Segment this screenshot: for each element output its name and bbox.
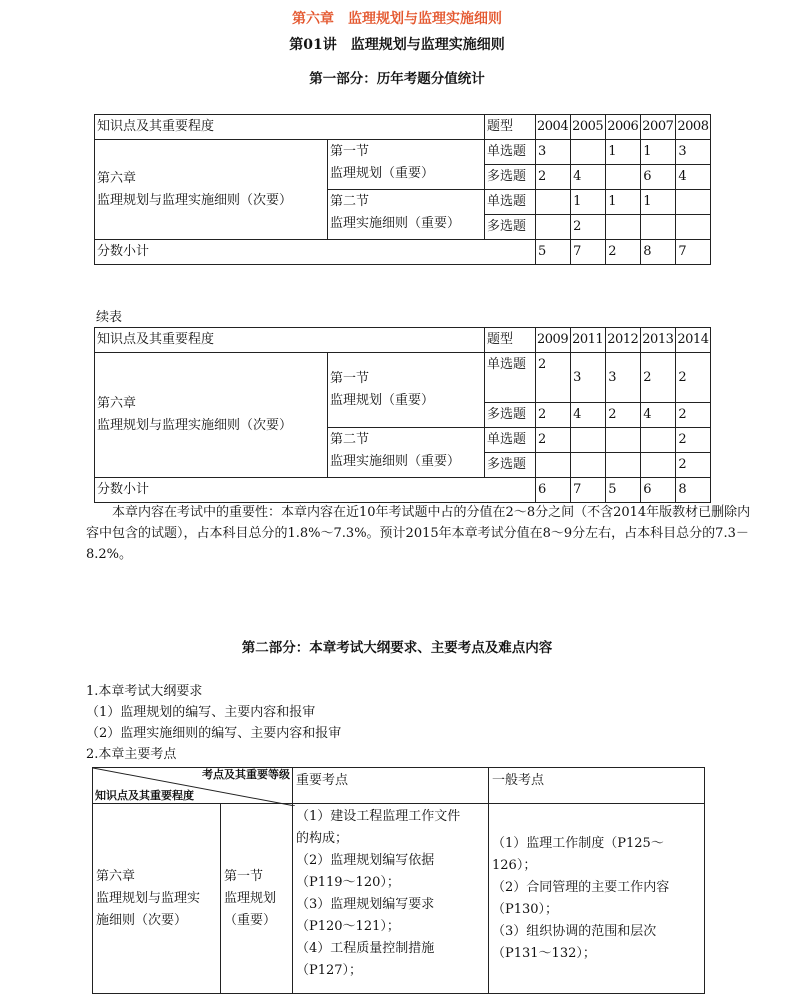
chapter-cell bbox=[95, 353, 328, 478]
value-cell bbox=[606, 165, 641, 190]
head-important: 重要考点 bbox=[293, 768, 489, 804]
score-table-2 bbox=[94, 327, 711, 503]
head-type: 题型 bbox=[485, 328, 536, 353]
section-line: 第一节 bbox=[330, 371, 370, 386]
point-line: （3）组织协调的范围和层次 bbox=[492, 923, 657, 939]
subtotal-cell: 7 bbox=[571, 240, 606, 265]
point-line: （P120～121）； bbox=[296, 919, 400, 934]
value-cell: 4 bbox=[641, 403, 676, 428]
section1-cell bbox=[328, 353, 485, 428]
type-multi: 多选题 bbox=[485, 403, 536, 428]
value-cell bbox=[571, 140, 606, 165]
value-cell: 1 bbox=[571, 190, 606, 215]
diag-top-label: 考点及其重要等级 bbox=[202, 768, 290, 781]
point-line: 126）； bbox=[492, 857, 537, 873]
section-cell bbox=[221, 804, 293, 994]
value-cell: 2 bbox=[676, 428, 711, 453]
outline-item-2: （2）监理实施细则的编写、主要内容和报审 bbox=[86, 726, 342, 741]
value-cell: 1 bbox=[641, 190, 676, 215]
general-points-cell bbox=[489, 804, 705, 994]
chapter-line: 施细则（次要） bbox=[96, 912, 188, 928]
value-cell bbox=[536, 453, 571, 478]
point-line: （1）建设工程监理工作文件 bbox=[296, 809, 461, 824]
outline-item-1: （1）监理规划的编写、主要内容和报审 bbox=[86, 705, 316, 720]
value-cell: 1 bbox=[606, 140, 641, 165]
point-line: （P130）； bbox=[492, 901, 559, 917]
value-cell: 2 bbox=[676, 453, 711, 478]
value-cell bbox=[641, 453, 676, 478]
value-cell bbox=[641, 428, 676, 453]
year-cell: 2011 bbox=[571, 328, 606, 353]
value-cell: 3 bbox=[536, 140, 571, 165]
type-single: 单选题 bbox=[485, 428, 536, 453]
chapter-line: 监理规划与监理实施细则（次要） bbox=[97, 192, 293, 208]
value-cell: 2 bbox=[676, 403, 711, 428]
year-cell: 2005 bbox=[571, 115, 606, 140]
section-line: 第一节 bbox=[224, 868, 264, 884]
chapter-line: 第六章 bbox=[97, 170, 137, 186]
part2-title: 第二部分：本章考试大纲要求、主要考点及难点内容 bbox=[241, 640, 553, 656]
part1-title: 第一部分：历年考题分值统计 bbox=[309, 71, 485, 87]
subtotal-cell: 6 bbox=[641, 478, 676, 503]
chapter-title: 第六章 监理规划与监理实施细则 bbox=[292, 11, 502, 27]
type-single: 单选题 bbox=[485, 190, 536, 215]
value-cell bbox=[536, 215, 571, 240]
section-line: 监理规划（重要） bbox=[330, 166, 435, 181]
value-cell: 3 bbox=[606, 353, 641, 403]
year-cell: 2004 bbox=[536, 115, 571, 140]
head-knowledge: 知识点及其重要程度 bbox=[95, 115, 485, 140]
chapter-line: 监理规划与监理实施细则（次要） bbox=[97, 418, 293, 433]
section-line: 第二节 bbox=[330, 194, 370, 209]
section1-cell bbox=[328, 140, 485, 190]
value-cell bbox=[606, 428, 641, 453]
point-line: 的构成； bbox=[296, 831, 349, 846]
chapter-line: 监理规划与监理实 bbox=[96, 890, 201, 906]
year-cell: 2014 bbox=[676, 328, 711, 353]
importance-paragraph: 本章内容在考试中的重要性：本章内容在近10年考试题中占的分值在2～8分之间（不含2014年版教材已删除内容中包含的试题），占本科目总分的1.8%～7.3%。预计2015年本章考试分值在8～9分左右，占本科目总分的7.3－8.2%。 bbox=[86, 505, 751, 562]
diagonal-header bbox=[93, 768, 293, 804]
value-cell: 2 bbox=[571, 215, 606, 240]
subtotal-label: 分数小计 bbox=[95, 478, 536, 503]
point-line: （1）监理工作制度（P125～ bbox=[492, 835, 664, 851]
section2-cell bbox=[328, 428, 485, 478]
section-line: 监理规划（重要） bbox=[330, 393, 435, 408]
head-general: 一般考点 bbox=[489, 768, 705, 804]
section-line: 第二节 bbox=[330, 432, 370, 447]
lecture-title: 第01讲 监理规划与监理实施细则 bbox=[289, 37, 505, 53]
point-line: （P127）； bbox=[296, 963, 363, 978]
important-points-cell bbox=[293, 804, 489, 994]
value-cell: 1 bbox=[606, 190, 641, 215]
point-line: （P131～132）； bbox=[492, 945, 596, 961]
value-cell: 2 bbox=[676, 353, 711, 403]
subtotal-cell: 2 bbox=[606, 240, 641, 265]
diag-bottom-label: 知识点及其重要程度 bbox=[95, 789, 194, 802]
type-multi: 多选题 bbox=[485, 165, 536, 190]
value-cell bbox=[536, 190, 571, 215]
value-cell bbox=[676, 215, 711, 240]
value-cell bbox=[606, 215, 641, 240]
point-line: （4）工程质量控制措施 bbox=[296, 941, 435, 956]
year-cell: 2013 bbox=[641, 328, 676, 353]
section-line: （重要） bbox=[224, 912, 277, 928]
value-cell: 4 bbox=[571, 165, 606, 190]
point-line: （3）监理规划编写要求 bbox=[296, 897, 435, 912]
value-cell: 2 bbox=[641, 353, 676, 403]
chapter-line: 第六章 bbox=[96, 868, 136, 884]
section2-cell bbox=[328, 190, 485, 240]
section-line: 监理规划 bbox=[224, 890, 277, 906]
outline-heading-1: 1.本章考试大纲要求 bbox=[86, 684, 203, 699]
chapter-cell bbox=[95, 140, 328, 240]
chapter-line: 第六章 bbox=[97, 396, 137, 411]
value-cell: 3 bbox=[676, 140, 711, 165]
value-cell: 4 bbox=[676, 165, 711, 190]
value-cell: 2 bbox=[536, 403, 571, 428]
head-knowledge: 知识点及其重要程度 bbox=[95, 328, 485, 353]
continued-label: 续表 bbox=[96, 310, 123, 325]
value-cell bbox=[606, 453, 641, 478]
value-cell bbox=[571, 453, 606, 478]
subtotal-cell: 5 bbox=[606, 478, 641, 503]
value-cell: 3 bbox=[571, 353, 606, 403]
type-multi: 多选题 bbox=[485, 215, 536, 240]
point-line: （2）合同管理的主要工作内容 bbox=[492, 879, 670, 895]
value-cell: 6 bbox=[641, 165, 676, 190]
type-single: 单选题 bbox=[485, 353, 536, 403]
subtotal-cell: 8 bbox=[676, 478, 711, 503]
type-single: 单选题 bbox=[485, 140, 536, 165]
value-cell: 2 bbox=[606, 403, 641, 428]
subtotal-cell: 7 bbox=[676, 240, 711, 265]
value-cell bbox=[676, 190, 711, 215]
value-cell bbox=[641, 215, 676, 240]
score-table-1 bbox=[94, 114, 711, 265]
section-line: 第一节 bbox=[330, 144, 370, 159]
section-line: 监理实施细则（重要） bbox=[330, 216, 461, 231]
year-cell: 2008 bbox=[676, 115, 711, 140]
outline-heading-2: 2.本章主要考点 bbox=[86, 747, 177, 762]
year-cell: 2012 bbox=[606, 328, 641, 353]
type-multi: 多选题 bbox=[485, 453, 536, 478]
value-cell: 2 bbox=[536, 353, 571, 403]
value-cell: 2 bbox=[536, 165, 571, 190]
year-cell: 2007 bbox=[641, 115, 676, 140]
subtotal-cell: 5 bbox=[536, 240, 571, 265]
chapter-cell bbox=[93, 804, 221, 994]
year-cell: 2009 bbox=[536, 328, 571, 353]
value-cell: 4 bbox=[571, 403, 606, 428]
value-cell: 1 bbox=[641, 140, 676, 165]
year-cell: 2006 bbox=[606, 115, 641, 140]
head-type: 题型 bbox=[485, 115, 536, 140]
value-cell: 2 bbox=[536, 428, 571, 453]
subtotal-cell: 6 bbox=[536, 478, 571, 503]
subtotal-label: 分数小计 bbox=[95, 240, 536, 265]
subtotal-cell: 8 bbox=[641, 240, 676, 265]
key-points-table bbox=[92, 767, 705, 994]
point-line: （P119～120）； bbox=[296, 875, 400, 890]
value-cell bbox=[571, 428, 606, 453]
section-line: 监理实施细则（重要） bbox=[330, 454, 461, 469]
point-line: （2）监理规划编写依据 bbox=[296, 853, 435, 868]
subtotal-cell: 7 bbox=[571, 478, 606, 503]
